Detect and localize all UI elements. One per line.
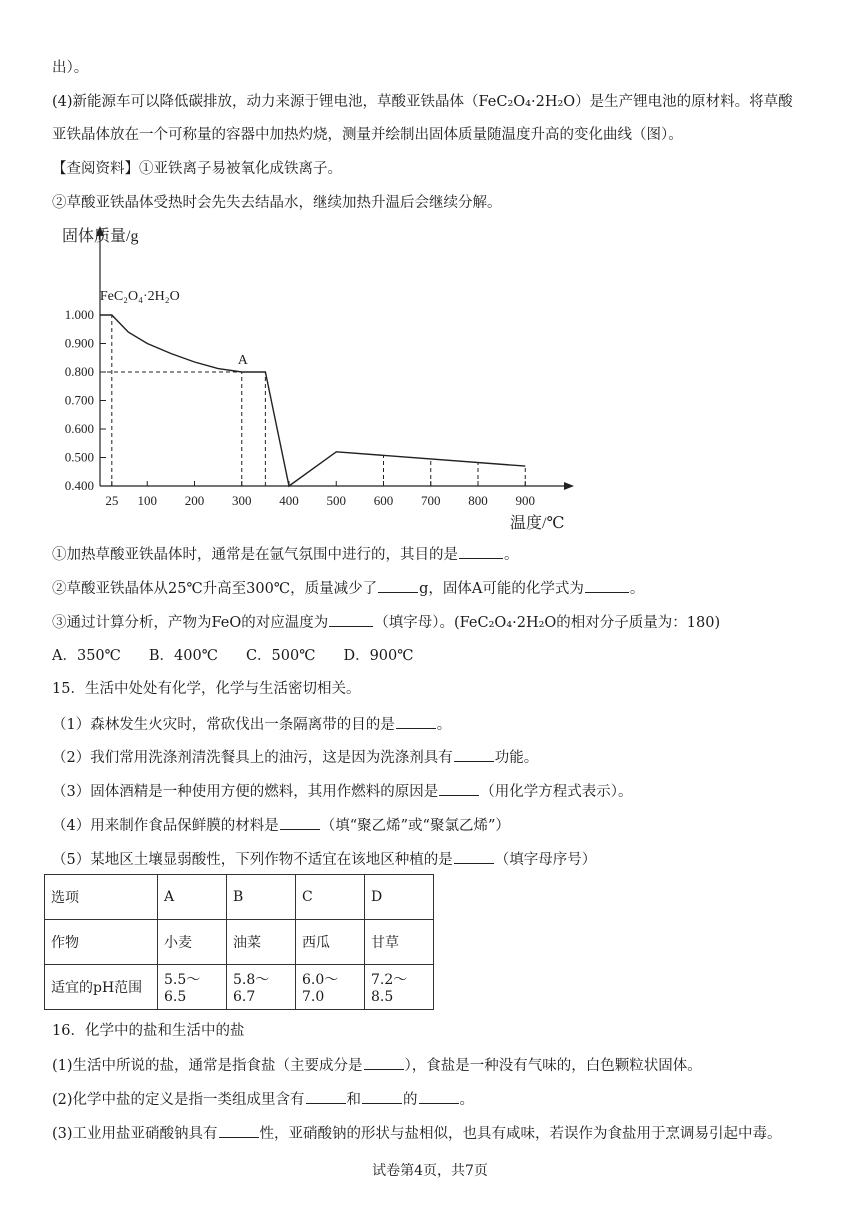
- x-axis-title: 温度/℃: [510, 515, 565, 532]
- answer-blank[interactable]: [378, 578, 418, 593]
- answer-blank[interactable]: [439, 781, 479, 796]
- crop-ph-table: [44, 874, 434, 1010]
- x-tick-label: 200: [184, 493, 205, 508]
- option-d: D．900℃: [343, 648, 414, 664]
- y-axis-title: 固体质量/g: [62, 228, 139, 245]
- option-a: A．350℃: [52, 648, 121, 664]
- subquestion-3: ③通过计算分析，产物为FeO的对应温度为 （填字母）。(FeC₂O₄·2H₂O的相对分子质量为：180): [52, 612, 720, 633]
- question-4-intro-cont: 亚铁晶体放在一个可称量的容器中加热灼烧，测量并绘制出固体质量随温度升高的变化曲线（图）。: [52, 127, 683, 143]
- answer-blank[interactable]: [280, 815, 320, 830]
- x-tick-label: 400: [279, 493, 299, 508]
- q15-part4: （4）用来制作食品保鲜膜的材料是 （填“聚乙烯”或“聚氯乙烯”）: [52, 815, 510, 836]
- answer-blank[interactable]: [362, 1089, 402, 1104]
- q15-part1: （1）森林发生火灾时，常砍伐出一条隔离带的目的是 。: [52, 714, 451, 735]
- table-row: [45, 965, 434, 1010]
- y-tick-label: 0.400: [64, 478, 94, 493]
- table-row: [45, 920, 434, 965]
- table-cell: 7.2～8.5: [365, 965, 434, 1010]
- table-row: [45, 875, 434, 920]
- answer-blank[interactable]: [459, 544, 503, 559]
- subquestion-1: ①加热草酸亚铁晶体时，通常是在氩气氛围中进行的，其目的是 。: [52, 544, 519, 565]
- table-cell: A: [158, 875, 227, 920]
- chart-series: [100, 315, 525, 486]
- table-cell: B: [227, 875, 296, 920]
- answer-blank[interactable]: [329, 612, 373, 627]
- table-cell: 选项: [45, 875, 158, 920]
- options-row: [52, 646, 413, 666]
- table-cell: 西瓜: [296, 920, 365, 965]
- chart-axes: [96, 226, 574, 490]
- y-tick-label: 1.000: [64, 307, 94, 322]
- y-tick-label: 0.500: [64, 449, 94, 465]
- y-tick-label: 0.600: [64, 421, 94, 436]
- text-line-0: 出）。: [52, 60, 89, 76]
- x-tick-label: 800: [468, 493, 488, 508]
- x-tick-label: 500: [326, 493, 346, 508]
- answer-blank[interactable]: [396, 714, 436, 729]
- table-cell: 5.8～6.7: [227, 965, 296, 1010]
- answer-blank[interactable]: [219, 1123, 259, 1138]
- x-tick-label: 100: [137, 493, 157, 508]
- answer-blank[interactable]: [364, 1055, 404, 1070]
- mass-temperature-chart: [40, 222, 600, 534]
- answer-blank[interactable]: [454, 747, 494, 762]
- q15-part2: （2）我们常用洗涤剂清洗餐具上的油污，这是因为洗涤剂具有 功能。: [52, 747, 538, 768]
- chart-annotation: A: [237, 353, 248, 368]
- q15-part3: （3）固体酒精是一种使用方便的燃料，其用作燃料的原因是 （用化学方程式表示）。: [52, 781, 632, 802]
- y-tick-label: 0.800: [64, 364, 94, 379]
- table-cell: 作物: [45, 920, 158, 965]
- q16-part3: (3)工业用盐亚硝酸钠具有 性，亚硝酸钠的形状与盐相似，也具有咸味，若误作为食盐用于烹调易引起中毒。: [52, 1123, 782, 1144]
- answer-blank[interactable]: [585, 578, 629, 593]
- chart-dashed-guides: [100, 315, 525, 486]
- subquestion-2: ②草酸亚铁晶体从25℃升高至300℃，质量减少了 g，固体A可能的化学式为 。: [52, 578, 644, 599]
- mass-curve-line: [100, 315, 525, 486]
- question-16-title: 16．化学中的盐和生活中的盐: [52, 1023, 245, 1039]
- page-footer: 试卷第4页，共7页: [372, 1163, 488, 1179]
- table-cell: 适宜的pH范围: [45, 965, 158, 1010]
- q16-part1: (1)生活中所说的盐，通常是指食盐（主要成分是 ），食盐是一种没有气味的，白色颗粒状固体。: [52, 1055, 702, 1076]
- x-tick-label: 600: [373, 493, 394, 508]
- x-tick-label: 900: [515, 493, 535, 508]
- q16-part2: (2)化学中盐的定义是指一类组成里含有 和 的 。: [52, 1089, 474, 1110]
- q15-part5: （5）某地区土壤显弱酸性，下列作物不适宜在该地区种植的是 （填字母序号）: [52, 849, 596, 870]
- x-tick-label: 700: [421, 493, 441, 508]
- table-cell: D: [365, 875, 434, 920]
- x-tick-label: 300: [232, 493, 252, 508]
- answer-blank[interactable]: [454, 849, 494, 864]
- table-cell: 小麦: [158, 920, 227, 965]
- question-4-intro: (4)新能源车可以降低碳排放，动力来源于锂电池，草酸亚铁晶体（FeC₂O₄·2H₂O）是生产锂电池的原材料。将草酸: [52, 94, 793, 110]
- question-15-title: 15．生活中处处有化学，化学与生活密切相关。: [52, 681, 361, 697]
- x-tick-label: 25: [105, 493, 119, 508]
- x-axis-arrow: [564, 482, 574, 490]
- y-tick-label: 0.700: [64, 392, 94, 408]
- option-c: C．500℃: [245, 648, 316, 664]
- chart-annotation: FeC₂O₄·2H₂O: [99, 289, 180, 304]
- table-cell: C: [296, 875, 365, 920]
- reference-note-2: ②草酸亚铁晶体受热时会先失去结晶水，继续加热升温后会继续分解。: [52, 195, 502, 211]
- option-b: B．400℃: [148, 648, 218, 664]
- table-cell: 油菜: [227, 920, 296, 965]
- table-cell: 甘草: [365, 920, 434, 965]
- y-tick-label: 0.900: [64, 335, 94, 351]
- answer-blank[interactable]: [306, 1089, 346, 1104]
- answer-blank[interactable]: [419, 1089, 459, 1104]
- reference-note-1: 【查阅资料】①亚铁离子易被氧化成铁离子。: [52, 161, 342, 177]
- table-cell: 6.0～7.0: [296, 965, 365, 1010]
- table-cell: 5.5～6.5: [158, 965, 227, 1010]
